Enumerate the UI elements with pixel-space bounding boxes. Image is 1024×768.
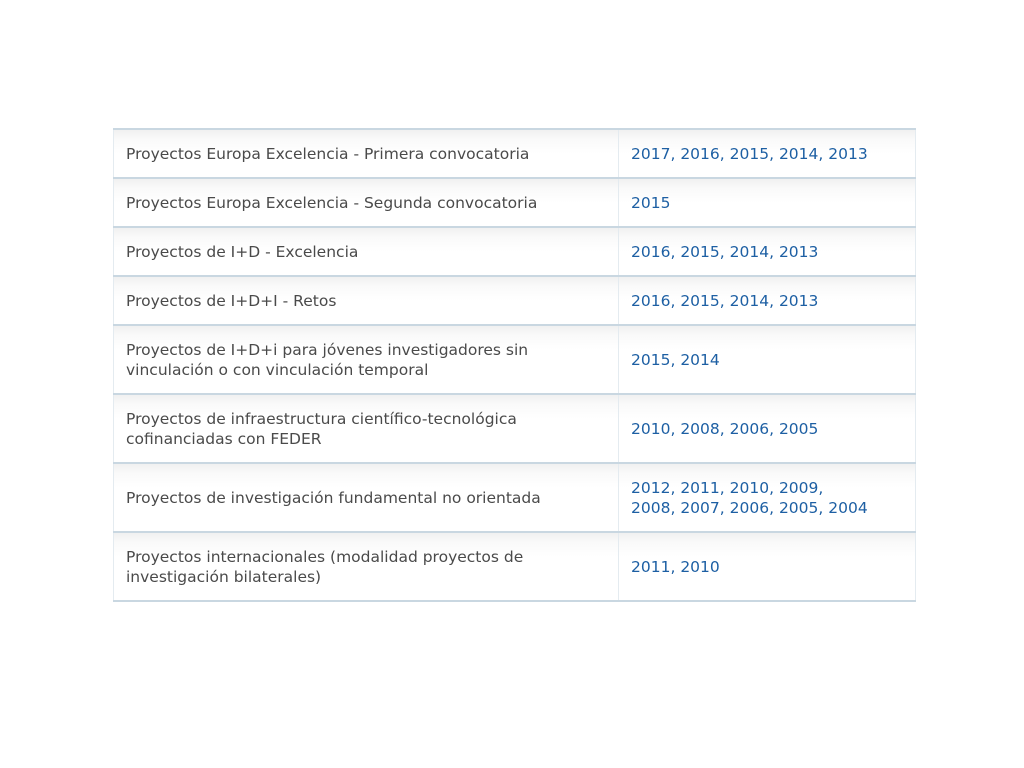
table-row [114, 276, 916, 325]
year-link[interactable]: 2017 [631, 144, 671, 163]
call-years: 2012, 2011, 2010, 2009, 2008, 2007, 2006, 2005, 2004 [619, 463, 916, 532]
table-row [114, 394, 916, 463]
call-name: Proyectos de infraestructura científico-tecnológica cofinanciadas con FEDER [114, 394, 619, 463]
year-link[interactable]: 2015 [680, 291, 720, 310]
table-row [114, 178, 916, 227]
year-link[interactable]: 2015 [680, 242, 720, 261]
year-link[interactable]: 2013 [828, 144, 868, 163]
year-link[interactable]: 2008 [631, 498, 671, 517]
year-link[interactable]: 2004 [828, 498, 868, 517]
year-link[interactable]: 2014 [729, 291, 770, 310]
year-link[interactable]: 2014 [729, 242, 770, 261]
table-row [114, 129, 916, 178]
table-row [114, 532, 916, 601]
table-row [114, 227, 916, 276]
call-years: 2011, 2010 [619, 532, 916, 601]
calls-table-container [113, 128, 915, 602]
calls-table [113, 128, 916, 602]
year-link[interactable]: 2013 [778, 291, 819, 310]
call-years: 2015, 2014 [619, 325, 916, 394]
year-link[interactable]: 2007 [680, 498, 720, 517]
year-link[interactable]: 2006 [729, 419, 770, 438]
year-link[interactable]: 2006 [729, 498, 770, 517]
year-link[interactable]: 2015 [631, 193, 671, 212]
call-years: 2017, 2016, 2015, 2014, 2013 [619, 129, 916, 178]
table-row [114, 325, 916, 394]
year-link[interactable]: 2016 [631, 242, 671, 261]
call-name: Proyectos Europa Excelencia - Segunda convocatoria [114, 178, 619, 227]
year-link[interactable]: 2013 [778, 242, 819, 261]
year-link[interactable]: 2010 [680, 557, 720, 576]
call-name: Proyectos internacionales (modalidad proyectos de investigación bilaterales) [114, 532, 619, 601]
year-link[interactable]: 2015 [631, 350, 671, 369]
call-years: 2016, 2015, 2014, 2013 [619, 276, 916, 325]
year-link[interactable]: 2008 [680, 419, 720, 438]
year-link[interactable]: 2011 [631, 557, 671, 576]
call-name: Proyectos de I+D+i para jóvenes investigadores sin vinculación o con vinculación temporal [114, 325, 619, 394]
year-link[interactable]: 2011 [680, 478, 720, 497]
year-link[interactable]: 2014 [680, 350, 720, 369]
year-link[interactable]: 2016 [631, 291, 671, 310]
call-name: Proyectos de I+D+I - Retos [114, 276, 619, 325]
year-link[interactable]: 2010 [729, 478, 770, 497]
call-years [619, 178, 916, 227]
year-link[interactable]: 2005 [778, 419, 819, 438]
table-row [114, 463, 916, 532]
year-link[interactable]: 2005 [778, 498, 819, 517]
year-link[interactable]: 2012 [631, 478, 671, 497]
call-name: Proyectos de investigación fundamental no orientada [114, 463, 619, 532]
year-link[interactable]: 2010 [631, 419, 671, 438]
call-years: 2010, 2008, 2006, 2005 [619, 394, 916, 463]
call-name: Proyectos Europa Excelencia - Primera convocatoria [114, 129, 619, 178]
call-years: 2016, 2015, 2014, 2013 [619, 227, 916, 276]
year-link[interactable]: 2016 [680, 144, 720, 163]
year-link[interactable]: 2015 [729, 144, 770, 163]
call-name: Proyectos de I+D - Excelencia [114, 227, 619, 276]
year-link[interactable]: 2014 [778, 144, 819, 163]
year-link[interactable]: 2009 [778, 478, 819, 497]
